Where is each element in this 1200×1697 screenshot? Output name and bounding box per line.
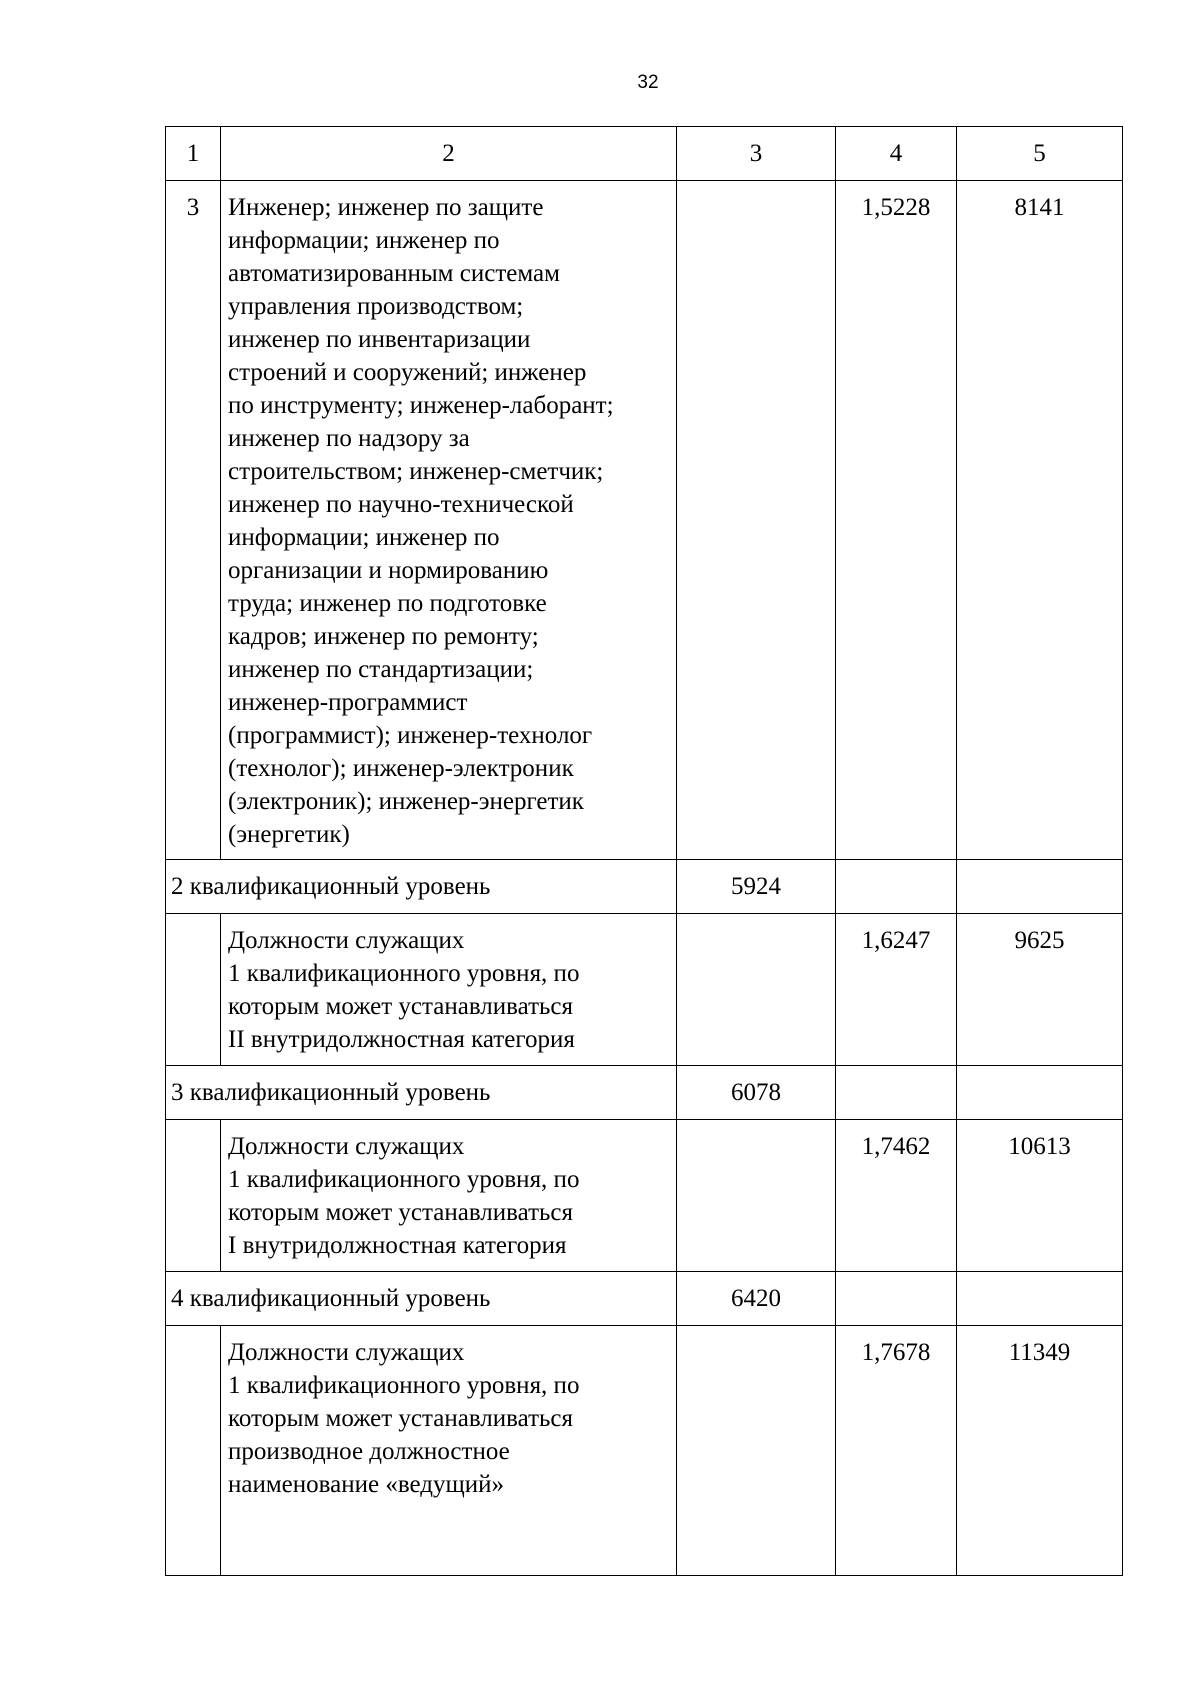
header-cell-4: 4 [836, 127, 957, 181]
base-salary [677, 1120, 835, 1138]
empty-cell [957, 1272, 1123, 1326]
table-row [166, 181, 1123, 860]
position-name-cell [221, 1120, 677, 1272]
empty-cell [836, 1066, 957, 1120]
level-row [166, 1066, 1123, 1120]
coefficient-cell [836, 914, 957, 1066]
salary-cell [957, 1326, 1123, 1576]
row-number [166, 914, 220, 932]
table-row [166, 914, 1123, 1066]
level-row [166, 860, 1123, 914]
base-salary [677, 1326, 835, 1344]
coefficient: 1,7462 [861, 1133, 931, 1160]
salary-table [165, 126, 1123, 1576]
row-number [166, 1326, 220, 1344]
coefficient: 1,7678 [861, 1339, 931, 1366]
level-base-salary-cell [677, 1272, 836, 1326]
position-name: Должности служащих 1 квалификационного уровня, по которым может устанавливаться I внутридолжностная категория [228, 1133, 580, 1259]
level-label: 2 квалификационный уровень [171, 873, 491, 900]
salary-cell [957, 181, 1123, 860]
position-name-cell [221, 1326, 677, 1576]
coefficient: 1,6247 [861, 927, 931, 954]
base-salary-cell [677, 1120, 836, 1272]
header-cell-1: 1 [166, 127, 221, 181]
header-cell-3: 3 [677, 127, 836, 181]
salary: 9625 [1014, 927, 1065, 954]
table-row [166, 1326, 1123, 1576]
level-label: 4 квалификационный уровень [171, 1285, 491, 1312]
row-number-cell [166, 181, 221, 860]
level-label-cell [166, 860, 677, 914]
salary: 8141 [1014, 194, 1065, 221]
empty-cell [836, 860, 957, 914]
salary: 10613 [1008, 1133, 1071, 1160]
salary-cell [957, 1120, 1123, 1272]
coefficient: 1,5228 [861, 194, 931, 221]
level-base-salary-cell [677, 1066, 836, 1120]
position-name: Должности служащих 1 квалификационного уровня, по которым может устанавливаться II внутридолжностная категория [228, 927, 580, 1053]
coefficient-cell [836, 1326, 957, 1576]
level-row [166, 1272, 1123, 1326]
coefficient-cell [836, 1120, 957, 1272]
row-number-cell [166, 1326, 221, 1576]
empty-cell [836, 1272, 957, 1326]
level-base-salary: 6078 [731, 1079, 781, 1106]
position-name-cell [221, 914, 677, 1066]
row-number-cell [166, 1120, 221, 1272]
base-salary-cell [677, 1326, 836, 1576]
salary-cell [957, 914, 1123, 1066]
position-name-cell [221, 181, 677, 860]
level-base-salary: 6420 [731, 1285, 781, 1312]
row-number: 3 [186, 194, 200, 221]
row-number [166, 1120, 220, 1138]
header-cell-5: 5 [957, 127, 1123, 181]
position-name: Инженер; инженер по защите информации; инженер по автоматизированным системам управления производством; инженер по инвентаризации строений и сооружений; инженер по инструменту; инженер-лаборант; инженер по надзору за строительством; инженер-сметчик; инженер по научно-технической информации; инженер по организации и нормированию труда; инженер по подготовке кадров; инженер по ремонту; инженер по стандартизации; инженер-программист (программист); инженер-технолог (технолог); инженер-электроник (электроник); инженер-энергетик (энергетик) [228, 194, 614, 848]
level-label-cell [166, 1272, 677, 1326]
table-row [166, 1120, 1123, 1272]
header-cell-2: 2 [221, 127, 677, 181]
empty-cell [957, 860, 1123, 914]
level-label: 3 квалификационный уровень [171, 1079, 491, 1106]
level-base-salary-cell [677, 860, 836, 914]
level-label-cell [166, 1066, 677, 1120]
base-salary-cell [677, 914, 836, 1066]
level-base-salary: 5924 [731, 873, 781, 900]
base-salary [677, 181, 835, 199]
base-salary-cell [677, 181, 836, 860]
empty-cell [957, 1066, 1123, 1120]
row-number-cell [166, 914, 221, 1066]
table-header-row [166, 127, 1123, 181]
base-salary [677, 914, 835, 932]
coefficient-cell [836, 181, 957, 860]
salary: 11349 [1008, 1339, 1071, 1366]
page-number: 32 [637, 72, 659, 93]
position-name: Должности служащих 1 квалификационного уровня, по которым может устанавливаться производное должностное наименование «ведущий» [228, 1339, 580, 1498]
